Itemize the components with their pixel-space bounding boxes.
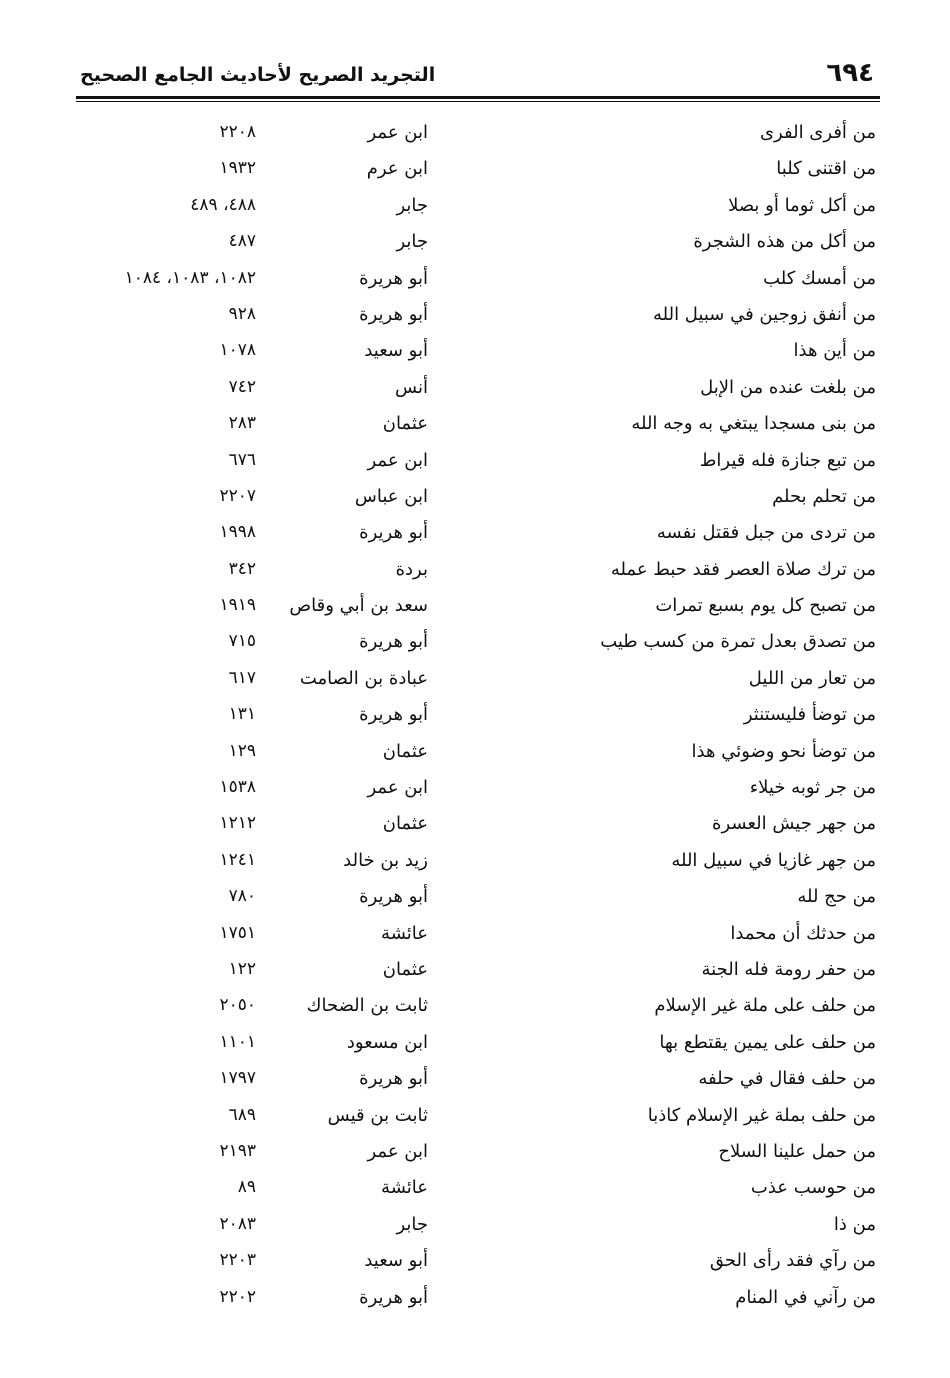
- narrator-name: أبو سعيد: [364, 1250, 428, 1272]
- index-row: [0, 1137, 950, 1173]
- hadith-number: ٢٨٣: [228, 413, 256, 434]
- hadith-number: ٢٢٠٢: [219, 1286, 256, 1307]
- hadith-incipit: من حوسب عذب: [750, 1177, 876, 1199]
- narrator-name: بردة: [395, 558, 428, 580]
- hadith-incipit: من حلف فقال في حلفه: [698, 1068, 876, 1090]
- hadith-number: ٢٢٠٧: [219, 485, 256, 506]
- hadith-number: ١٩٣٢: [219, 158, 256, 179]
- narrator-name: زيد بن خالد: [343, 849, 428, 871]
- narrator-name: أبو هريرة: [359, 1068, 428, 1090]
- index-row: [0, 227, 950, 263]
- hadith-number: ٦١٧: [228, 667, 256, 688]
- hadith-incipit: من اقتنى كلبا: [776, 158, 876, 180]
- hadith-number: ٢٢٠٨: [219, 122, 256, 142]
- hadith-incipit: من ذا: [833, 1213, 876, 1235]
- hadith-number: ١٢٢: [228, 958, 256, 979]
- hadith-incipit: من تصدق بعدل تمرة من كسب طيب: [600, 631, 876, 653]
- index-row: [0, 1246, 950, 1282]
- hadith-incipit: من تحلم بحلم: [772, 485, 876, 507]
- narrator-name: أبو هريرة: [359, 1286, 428, 1308]
- narrator-name: ثابت بن الضحاك: [306, 995, 428, 1017]
- index-row: [0, 336, 950, 372]
- page-number: ٦٩٤: [826, 58, 874, 88]
- hadith-number: ٢٢٠٣: [219, 1250, 256, 1271]
- hadith-number: ١٧٥١: [219, 922, 256, 943]
- narrator-name: عثمان: [382, 413, 428, 435]
- header-rule-thin: [76, 101, 880, 102]
- index-row: [0, 991, 950, 1027]
- hadith-number: ٦٨٩: [228, 1104, 256, 1125]
- hadith-incipit: من توضأ فليستنثر: [743, 704, 876, 726]
- hadith-incipit: من تردى من جبل فقتل نفسه: [656, 522, 876, 544]
- hadith-number: ١٠٧٨: [219, 340, 256, 361]
- hadith-incipit: من أكل ثوما أو بصلا: [728, 194, 876, 216]
- index-row: [0, 518, 950, 554]
- narrator-name: جابر: [396, 194, 428, 216]
- hadith-incipit: من أكل من هذه الشجرة: [693, 231, 876, 253]
- hadith-number: ١٢٩: [228, 740, 256, 761]
- hadith-incipit: من حمل علينا السلاح: [718, 1140, 876, 1162]
- index-row: [0, 737, 950, 773]
- hadith-incipit: من بلغت عنده من الإبل: [700, 376, 876, 398]
- narrator-name: ابن عمر: [367, 449, 428, 471]
- narrator-name: ابن مسعود: [346, 1031, 428, 1053]
- hadith-incipit: من تصبح كل يوم بسبع تمرات: [655, 595, 876, 617]
- hadith-number: ٨٩: [237, 1177, 256, 1198]
- index-row: [0, 1210, 950, 1246]
- hadith-incipit: من حج لله: [797, 886, 876, 908]
- hadith-number: ١٩١٩: [219, 595, 256, 616]
- hadith-incipit: من رآني في المنام: [735, 1286, 876, 1308]
- narrator-name: جابر: [396, 1213, 428, 1235]
- hadith-number: ٢١٩٣: [219, 1140, 256, 1161]
- hadith-number: ٤٨٧: [228, 231, 256, 252]
- hadith-number: ٧١٥: [228, 631, 256, 652]
- narrator-name: عائشة: [381, 1177, 428, 1199]
- narrator-name: أبو سعيد: [364, 340, 428, 362]
- narrator-name: ابن عمر: [367, 122, 428, 143]
- hadith-incipit: من حدثك أن محمدا: [730, 922, 876, 944]
- hadith-number: ١٧٩٧: [219, 1068, 256, 1089]
- narrator-name: عبادة بن الصامت: [299, 667, 428, 689]
- hadith-number: ٧٨٠: [228, 886, 256, 907]
- index-row: [0, 1028, 950, 1064]
- hadith-number: ٤٨٨، ٤٨٩: [190, 194, 256, 215]
- narrator-name: سعد بن أبي وقاص: [289, 595, 428, 617]
- narrator-name: عائشة: [381, 922, 428, 944]
- header-rule: [76, 96, 880, 99]
- index-row: [0, 846, 950, 882]
- narrator-name: أبو هريرة: [359, 886, 428, 908]
- narrator-name: أبو هريرة: [359, 303, 428, 325]
- index-row: [0, 482, 950, 518]
- index-row: [0, 700, 950, 736]
- hadith-incipit: من تعار من الليل: [748, 667, 876, 689]
- hadith-incipit: من أفرى الفرى: [759, 122, 876, 143]
- hadith-incipit: من جهر غازيا في سبيل الله: [671, 849, 876, 871]
- narrator-name: جابر: [396, 231, 428, 253]
- hadith-incipit: من أنفق زوجين في سبيل الله: [652, 303, 876, 325]
- hadith-incipit: من حفر رومة فله الجنة: [701, 958, 876, 980]
- narrator-name: عثمان: [382, 813, 428, 835]
- index-row: [0, 555, 950, 591]
- index-row: [0, 1173, 950, 1209]
- index-row: [0, 1101, 950, 1137]
- index-row: [0, 919, 950, 955]
- index-row: [0, 1064, 950, 1100]
- index-row: [0, 882, 950, 918]
- hadith-number: ١٠٨٢، ١٠٨٣، ١٠٨٤: [124, 267, 256, 288]
- hadith-number: ٦٧٦: [228, 449, 256, 470]
- index-row: [0, 118, 950, 154]
- hadith-incipit: من بنى مسجدا يبتغي به وجه الله: [631, 413, 876, 435]
- index-row: [0, 409, 950, 445]
- narrator-name: أنس: [395, 376, 428, 398]
- hadith-incipit: من حلف على ملة غير الإسلام: [654, 995, 876, 1017]
- hadith-incipit: من حلف على يمين يقتطع بها: [659, 1031, 876, 1053]
- index-row: [0, 773, 950, 809]
- hadith-number: ١٢١٢: [219, 813, 256, 834]
- hadith-incipit: من حلف بملة غير الإسلام كاذبا: [647, 1104, 876, 1126]
- index-row: [0, 1283, 950, 1319]
- hadith-incipit: من ترك صلاة العصر فقد حبط عمله: [610, 558, 876, 580]
- narrator-name: ابن عباس: [354, 485, 428, 507]
- narrator-name: أبو هريرة: [359, 631, 428, 653]
- hadith-number: ١٣١: [228, 704, 256, 725]
- hadith-number: ١٩٩٨: [219, 522, 256, 543]
- hadith-incipit: من أين هذا: [793, 340, 876, 362]
- index-row: [0, 373, 950, 409]
- narrator-name: أبو هريرة: [359, 522, 428, 544]
- hadith-incipit: من رآي فقد رأى الحق: [709, 1250, 876, 1272]
- narrator-name: ابن عمر: [367, 1140, 428, 1162]
- index-list: [0, 118, 950, 1319]
- hadith-incipit: من توضأ نحو وضوئي هذا: [691, 740, 876, 762]
- hadith-number: ٣٤٢: [228, 558, 256, 579]
- index-row: [0, 627, 950, 663]
- hadith-incipit: من أمسك كلب: [763, 267, 876, 289]
- narrator-name: ثابت بن قيس: [327, 1104, 428, 1126]
- index-row: [0, 591, 950, 627]
- hadith-incipit: من جر ثوبه خيلاء: [749, 777, 876, 799]
- index-row: [0, 264, 950, 300]
- hadith-number: ٢٠٨٣: [219, 1213, 256, 1234]
- narrator-name: ابن عمر: [367, 777, 428, 799]
- hadith-number: ٩٢٨: [228, 303, 256, 324]
- hadith-number: ١٥٣٨: [219, 777, 256, 798]
- narrator-name: عثمان: [382, 958, 428, 980]
- index-row: [0, 955, 950, 991]
- hadith-incipit: من تبع جنازة فله قيراط: [699, 449, 876, 471]
- index-row: [0, 300, 950, 336]
- hadith-incipit: من جهر جيش العسرة: [712, 813, 876, 835]
- hadith-number: ٢٠٥٠: [219, 995, 256, 1016]
- book-title: التجريد الصريح لأحاديث الجامع الصحيح: [80, 64, 436, 86]
- narrator-name: أبو هريرة: [359, 267, 428, 289]
- hadith-number: ٧٤٢: [228, 376, 256, 397]
- hadith-number: ١٢٤١: [219, 849, 256, 870]
- narrator-name: ابن عرم: [366, 158, 428, 180]
- index-row: [0, 809, 950, 845]
- narrator-name: أبو هريرة: [359, 704, 428, 726]
- index-row: [0, 191, 950, 227]
- index-row: [0, 446, 950, 482]
- narrator-name: عثمان: [382, 740, 428, 762]
- page-header: [76, 54, 880, 94]
- index-row: [0, 664, 950, 700]
- index-row: [0, 154, 950, 190]
- hadith-number: ١١٠١: [219, 1031, 256, 1052]
